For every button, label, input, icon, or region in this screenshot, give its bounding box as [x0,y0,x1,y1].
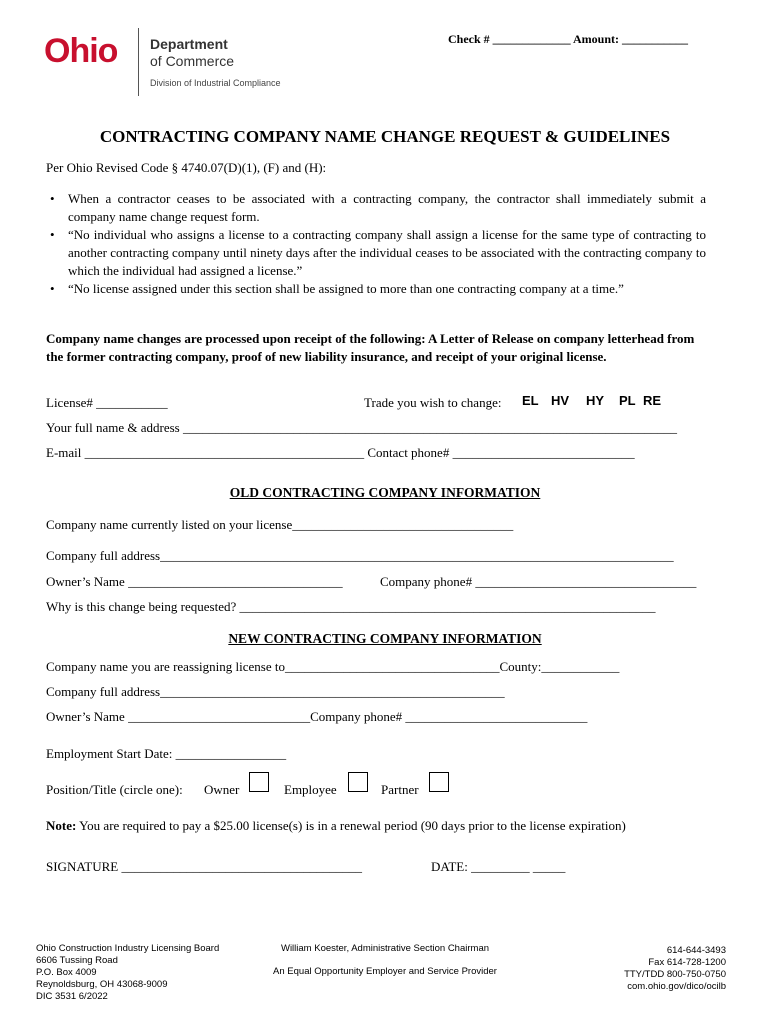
intro-text: Per Ohio Revised Code § 4740.07(D)(1), (F) and (H): [46,160,327,175]
new-owner-phone-field[interactable]: Owner’s Name ____________________________Company phone# ____________________________ [46,709,588,724]
footer-line: Fax 614-728-1200 [648,957,726,968]
full-name-field[interactable]: Your full name & address ____________________________________________________________________________ [46,420,677,435]
list-item: • “No license assigned under this section shall be assigned to more than one contracting company at a time.” [46,280,706,298]
ohio-logo: Ohio [44,32,118,70]
footer-address [36,943,219,1003]
old-owner-name-field[interactable]: Owner’s Name _________________________________ [46,574,343,589]
division-name: Division of Industrial Compliance [150,78,281,88]
list-item: • “No individual who assigns a license to a contracting company shall assign a license for the same type of contracting to another contracting company until ninety days after the individual ceases to be associated with the contracting company to which the individual had assigned a license.” [46,226,706,280]
note-label: Note: [46,818,77,833]
footer-line: 6606 Tussing Road [36,955,118,966]
position-label: Position/Title (circle one): [46,782,183,797]
trade-option-re[interactable]: RE [643,393,662,408]
fee-note [46,818,626,834]
old-company-phone-field[interactable]: Company phone# __________________________________ [380,574,697,589]
trade-label: Trade you wish to change: [364,395,502,410]
page-title: CONTRACTING COMPANY NAME CHANGE REQUEST & GUIDELINES [99,127,671,146]
footer-chairman: William Koester, Administrative Section Chairman [280,943,490,954]
signature-field[interactable]: SIGNATURE _____________________________________ [46,859,362,874]
new-company-heading: NEW CONTRACTING COMPANY INFORMATION [228,631,542,646]
position-employee-label: Employee [284,782,337,797]
license-field[interactable]: License# ___________ [46,395,168,410]
footer-line: Ohio Construction Industry Licensing Board [36,943,220,954]
email-phone-field[interactable]: E-mail ___________________________________________ Contact phone# ____________________________ [46,445,635,460]
note-text: You are required to pay a $25.00 license(s) is in a renewal period (90 days prior to the license expiration) [76,818,626,833]
footer-line: P.O. Box 4009 [36,967,97,978]
footer-line: Reynoldsburg, OH 43068-9009 [36,979,168,990]
check-amount-field[interactable]: Check # _____________ Amount: ___________ [448,32,689,46]
old-company-name-field[interactable]: Company name currently listed on your license__________________________________ [46,517,514,532]
trade-option-hv[interactable]: HV [551,393,570,408]
footer-line: 614-644-3493 [666,945,726,956]
trade-option-pl[interactable]: PL [619,393,636,408]
employment-start-date-field[interactable]: Employment Start Date: _________________ [46,746,287,761]
footer-line: DIC 3531 6/2022 [36,991,108,1002]
requirements-text: Company name changes are processed upon receipt of the following: A Letter of Release on company letterhead from the former contracting company, proof of new liability insurance, and receipt of your original license. [46,331,695,364]
owner-checkbox[interactable] [249,772,269,792]
department-name-line2: of Commerce [150,53,235,69]
list-item: • When a contractor ceases to be associated with a contracting company, the contractor shall immediately submit a company name change request form. [46,190,706,226]
footer-line: TTY/TDD 800-750-0750 [624,969,726,980]
old-company-heading: OLD CONTRACTING COMPANY INFORMATION [229,485,541,500]
footer-contact [590,945,726,993]
partner-checkbox[interactable] [429,772,449,792]
new-company-name-field[interactable]: Company name you are reassigning license to_________________________________County:____________ [46,659,620,674]
department-name: Department [150,36,228,52]
position-partner-label: Partner [381,782,419,797]
logo-divider [138,28,139,96]
date-field[interactable]: DATE: _________ _____ [431,859,566,874]
footer-eeo: An Equal Opportunity Employer and Service Provider [273,966,497,977]
employee-checkbox[interactable] [348,772,368,792]
position-owner-label: Owner [204,782,240,797]
trade-option-el[interactable]: EL [522,393,539,408]
guidelines-list [46,190,706,298]
footer-website-link[interactable]: com.ohio.gov/dico/ocilb [627,981,726,992]
new-company-address-field[interactable]: Company full address_____________________________________________________ [46,684,505,699]
change-reason-field[interactable]: Why is this change being requested? ________________________________________________________________ [46,599,656,614]
old-company-address-field[interactable]: Company full address_______________________________________________________________________________ [46,548,674,563]
trade-option-hy[interactable]: HY [586,393,605,408]
